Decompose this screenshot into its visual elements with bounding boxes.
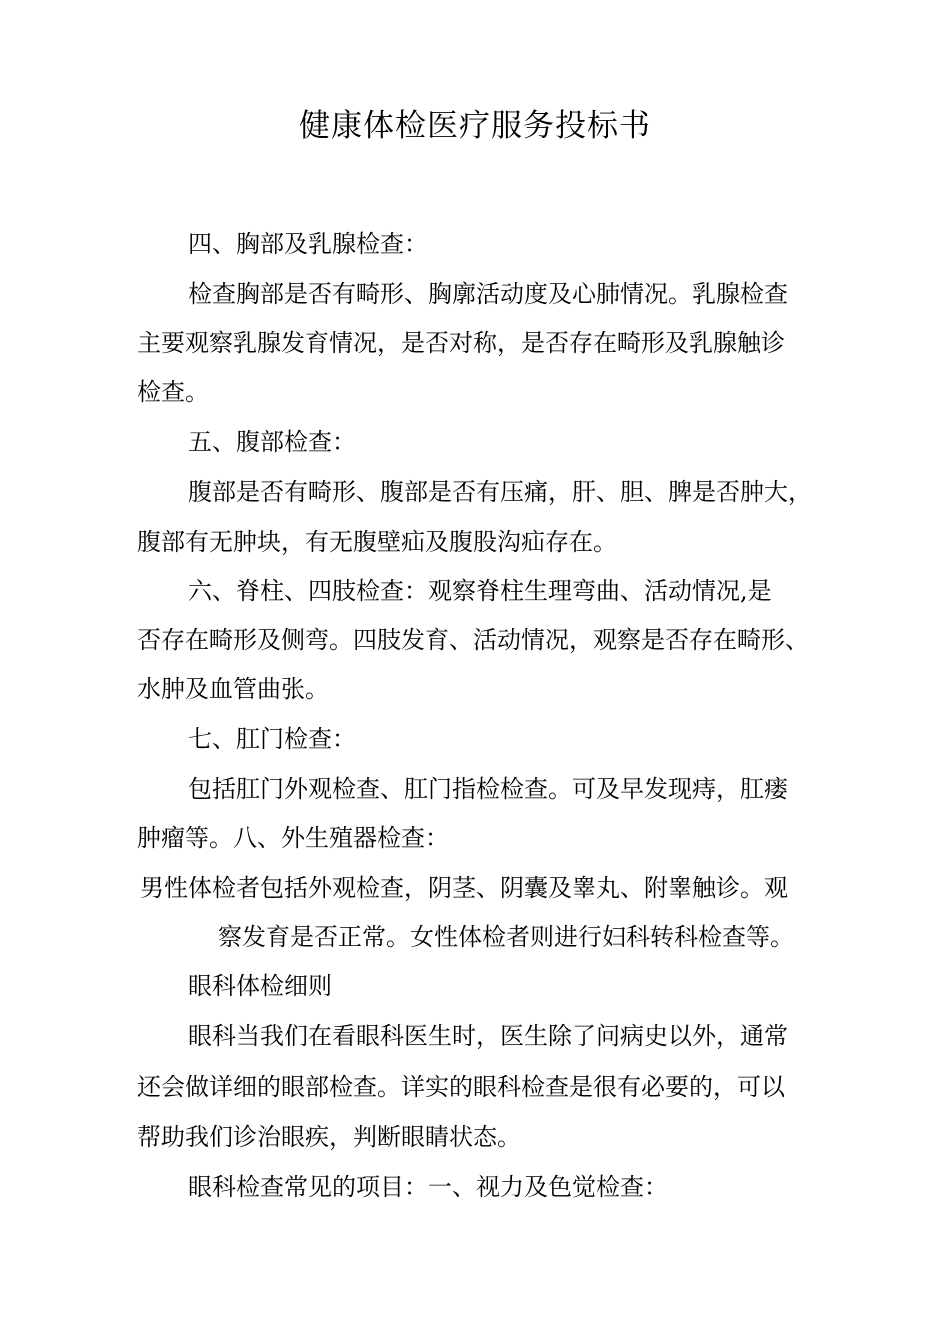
text-line: 主要观察乳腺发育情况，是否对称，是否存在畸形及乳腺触诊: [137, 329, 785, 357]
text-line: 察发育是否正常。女性体检者则进行妇科转科检查等。: [218, 923, 794, 951]
text-line: 五、腹部检查：: [188, 428, 356, 456]
text-line: 七、肛门检查：: [188, 725, 356, 753]
text-line: 检查。: [137, 378, 209, 406]
text-line: 帮助我们诊治眼疾，判断眼睛状态。: [137, 1123, 521, 1151]
text-line: 否存在畸形及侧弯。四肢发育、活动情况，观察是否存在畸形、: [137, 626, 809, 654]
text-line: 六、脊柱、四肢检查：观察脊柱生理弯曲、活动情况,是: [188, 577, 772, 605]
text-line: 腹部是否有畸形、腹部是否有压痛，肝、胆、脾是否肿大，: [188, 478, 812, 506]
text-line: 男性体检者包括外观检查，阴茎、阴囊及睾丸、附睾触诊。观: [140, 874, 788, 902]
text-line: 四、胸部及乳腺检查：: [188, 230, 428, 258]
text-line: 眼科检查常见的项目：一、视力及色觉检查：: [188, 1173, 668, 1201]
text-line: 包括肛门外观检查、肛门指检检查。可及早发现痔，肛瘘: [188, 775, 788, 803]
text-line: 肿瘤等。八、外生殖器检查：: [137, 824, 449, 852]
text-line: 腹部有无肿块，有无腹壁疝及腹股沟疝存在。: [137, 528, 617, 556]
text-line: 还会做详细的眼部检查。详实的眼科检查是很有必要的，可以: [137, 1073, 785, 1101]
text-line: 水肿及血管曲张。: [137, 675, 329, 703]
text-line: 眼科当我们在看眼科医生时，医生除了问病史以外，通常: [188, 1022, 788, 1050]
text-line: 检查胸部是否有畸形、胸廓活动度及心肺情况。乳腺检查: [188, 280, 788, 308]
document-title: 健康体检医疗服务投标书: [299, 108, 651, 144]
text-line: 眼科体检细则: [188, 972, 332, 1000]
